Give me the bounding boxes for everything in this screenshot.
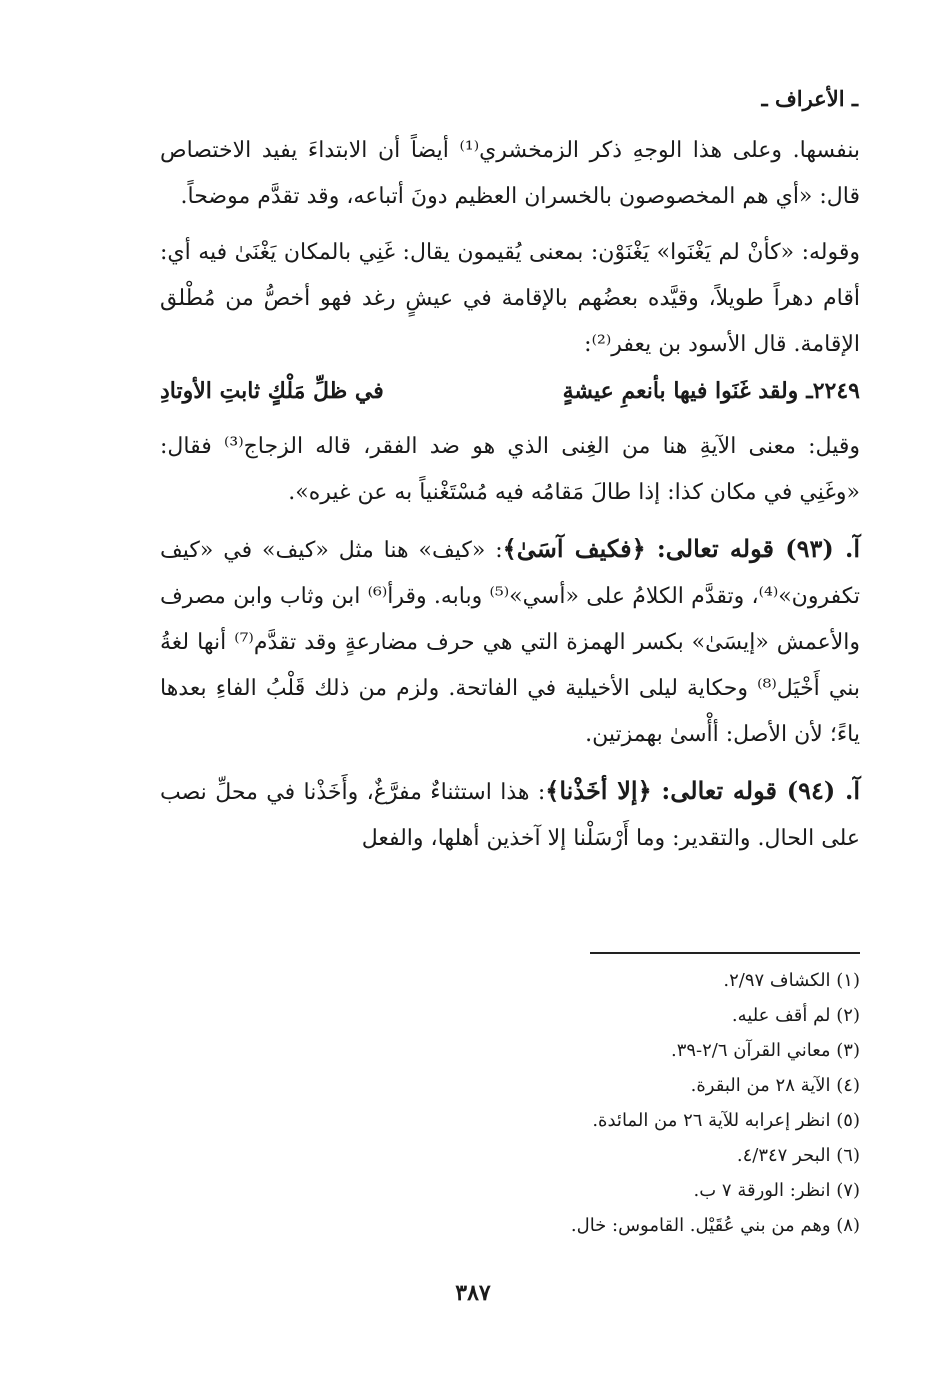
paragraph-5-text: : هذا استثناءٌ مفرَّغٌ، وأَخَذْنا في محلِّ نصب على الحال. والتقدير: وما أَرْسَلْنا إلا آخذين أهلها، والفعل (160, 780, 860, 851)
footnote-2: (٢) لم أقف عليه. (731, 1005, 860, 1026)
paragraph-4-text: : «كيف» هنا مثل «كيف» في «كيف تكفرون»⁽⁴⁾، وتقدَّم الكلامُ على «أسي»⁽⁵⁾ وبابه. وقرأ⁽⁶⁾ ابن وثاب وابن مصرف والأعمش «إيسَىٰ» بكسر الهمزة التي هي حرف مضارعةٍ وقد تقدَّم⁽⁷⁾ أنها لغةُ بني أَخْيَل⁽⁸⁾ وحكاية ليلى الأخيلية في الفاتحة. ولزم من ذلك قَلْبُ الفاءِ بعدها ياءً؛ لأن الأصل: أأْسىٰ بهمزتين. (160, 538, 860, 747)
paragraph-4 (160, 526, 860, 758)
footnotes (160, 963, 860, 1243)
footnote-7: (٧) انظر: الورقة ٧ ب. (693, 1180, 860, 1201)
verse-number: ٢٢٤٩ـ (806, 378, 860, 404)
running-header: ـ الأعراف ـ (761, 86, 858, 111)
main-text (160, 128, 860, 862)
footnote-divider (590, 952, 860, 954)
paragraph-5 (160, 768, 860, 862)
poetry-verse (160, 368, 860, 414)
footnote-5: (٥) انظر إعرابه للآية ٢٦ من المائدة. (592, 1110, 860, 1131)
footnote-8: (٨) وهم من بني عُقَيْل. القاموس: خال. (570, 1215, 860, 1236)
verse-second-hemistich: في ظلِّ مَلْكٍ ثابتِ الأوتادِ (160, 378, 384, 404)
paragraph-3: وقيل: معنى الآيةِ هنا من الغِنى الذي هو ضد الفقر، قاله الزجاج⁽³⁾ فقال: «وغَنِي في مكان كذا: إذا طالَ مَقامُه فيه مُسْتَغْنياً به عن غيره». (160, 434, 860, 505)
footnote-4: (٤) الآية ٢٨ من البقرة. (690, 1075, 860, 1096)
footnote-3: (٣) معاني القرآن ٢/٦-٣٩. (670, 1040, 860, 1061)
paragraph-2: وقوله: «كأنْ لم يَغْنَوا» يَغْنَوْن: بمعنى يُقيمون يقال: غَنِي بالمكان يَغْنَىٰ فيه أي: أقام دهراً طويلاً، وقيَّده بعضُهم بالإقامة في عيشٍ رغد فهو أخصُّ من مُطْلق الإقامة. قال الأسود بن يعفر⁽²⁾: (160, 240, 860, 357)
verse-94-heading: آ. (٩٤) قوله تعالى: ﴿إلا أخَذْنا﴾ (545, 776, 861, 805)
verse-93-heading: آ. (٩٣) قوله تعالى: ﴿فكيف آسَىٰ﴾ (502, 534, 860, 563)
footnote-1: (١) الكشاف ٢/٩٧. (723, 970, 860, 991)
footnote-6: (٦) البحر ٤/٣٤٧. (736, 1145, 860, 1166)
verse-first-hemistich: ولقد غَنَوا فيها بأنعمِ عيشةٍ (562, 378, 799, 404)
page-number: ٣٨٧ (455, 1280, 491, 1306)
paragraph-1: بنفسها. وعلى هذا الوجهِ ذكر الزمخشري⁽¹⁾ أيضاً أن الابتداءَ يفيد الاختصاص قال: «أي هم المخصوصون بالخسران العظيم دونَ أتباعه، وقد تقدَّم موضحاً. (160, 138, 861, 209)
